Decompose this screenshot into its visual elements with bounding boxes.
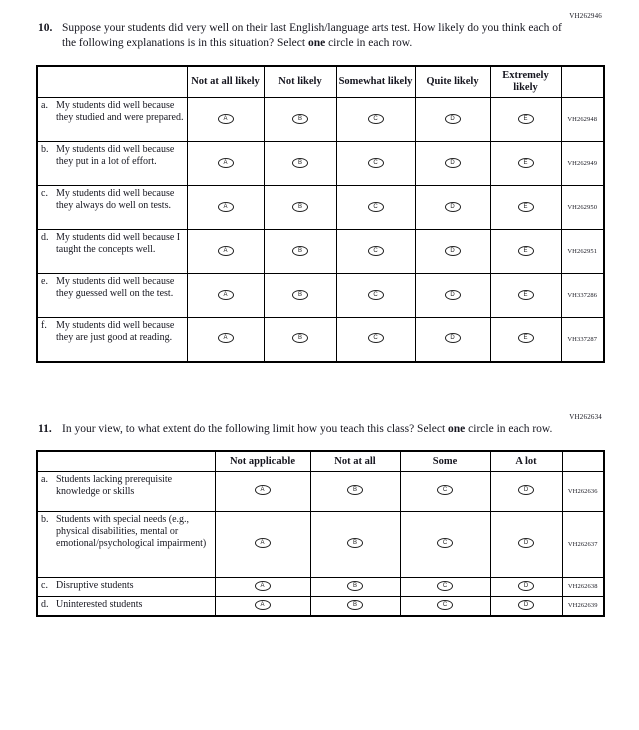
response-bubble[interactable] xyxy=(218,333,234,343)
response-bubble[interactable] xyxy=(347,600,363,610)
bubble-letter: C xyxy=(442,601,448,608)
bubble-letter: D xyxy=(450,203,455,210)
response-bubble[interactable] xyxy=(445,114,461,124)
bubble-letter: B xyxy=(352,601,357,608)
bubble-letter: B xyxy=(352,582,357,589)
table-row xyxy=(37,318,604,362)
response-bubble[interactable] xyxy=(368,158,384,168)
row-label: c. xyxy=(41,579,48,591)
question-10 xyxy=(36,12,602,363)
response-bubble[interactable] xyxy=(292,202,308,212)
response-bubble[interactable] xyxy=(445,290,461,300)
bubble-letter: A xyxy=(223,159,228,166)
row-label: a. xyxy=(41,100,48,111)
bubble-letter: B xyxy=(297,335,302,342)
response-bubble[interactable] xyxy=(255,538,271,548)
row-text: Uninterested students xyxy=(56,598,143,610)
question-11-code: VH262634 xyxy=(569,412,602,421)
bubble-letter: E xyxy=(523,159,528,166)
bubble-letter: D xyxy=(450,247,455,254)
column-header: Not likely xyxy=(264,66,336,98)
column-header: Not applicable xyxy=(215,451,310,471)
bubble-letter: D xyxy=(450,159,455,166)
row-text: My students did well because they put in a lot of effort. xyxy=(56,144,175,167)
bubble-letter: B xyxy=(352,540,357,547)
response-bubble[interactable] xyxy=(292,246,308,256)
row-code: VH262950 xyxy=(561,186,604,230)
bubble-letter: C xyxy=(373,335,378,342)
response-bubble[interactable] xyxy=(518,538,534,548)
response-bubble[interactable] xyxy=(437,538,453,548)
row-text: My students did well because I taught the concepts well. xyxy=(56,232,181,255)
row-code: VH262948 xyxy=(561,98,604,142)
response-bubble[interactable] xyxy=(437,485,453,495)
bubble-letter: E xyxy=(523,203,528,210)
row-code: VH262636 xyxy=(562,471,604,511)
empty-header-cell xyxy=(37,451,215,471)
bubble-letter: E xyxy=(523,115,528,122)
bubble-letter: C xyxy=(442,582,448,589)
column-header: Quite likely xyxy=(415,66,490,98)
bubble-letter: E xyxy=(523,291,528,298)
row-text: My students did well because they guessed well on the test. xyxy=(56,276,175,299)
response-bubble[interactable] xyxy=(518,600,534,610)
row-code: VH262638 xyxy=(562,577,604,596)
response-bubble[interactable] xyxy=(368,246,384,256)
bubble-letter: A xyxy=(223,247,228,254)
question-10-head xyxy=(38,21,602,51)
question-10-prompt: Suppose your students did very well on their last English/language arts test. How likely do you think each of the following explanations is in this situation? Select one circle in each row. xyxy=(62,22,562,49)
response-bubble[interactable] xyxy=(518,485,534,495)
bubble-letter: C xyxy=(373,247,378,254)
column-header: Not at all xyxy=(310,451,400,471)
bubble-letter: E xyxy=(523,247,528,254)
row-code: VH337287 xyxy=(561,318,604,362)
table-row xyxy=(37,98,604,142)
response-bubble[interactable] xyxy=(518,202,534,212)
table-row xyxy=(37,230,604,274)
table-row xyxy=(37,577,604,596)
response-bubble[interactable] xyxy=(437,581,453,591)
response-bubble[interactable] xyxy=(218,114,234,124)
response-bubble[interactable] xyxy=(518,158,534,168)
row-text: My students did well because they always do well on tests. xyxy=(56,188,175,211)
response-bubble[interactable] xyxy=(218,246,234,256)
row-text: Students lacking prerequisite knowledge or skills xyxy=(56,473,173,497)
question-10-table xyxy=(36,65,605,363)
response-bubble[interactable] xyxy=(368,202,384,212)
response-bubble[interactable] xyxy=(518,581,534,591)
response-bubble[interactable] xyxy=(347,538,363,548)
bubble-letter: A xyxy=(223,335,228,342)
row-text: My students did well because they studied and were prepared. xyxy=(56,100,184,123)
row-code: VH262639 xyxy=(562,596,604,616)
row-text: Disruptive students xyxy=(56,579,134,591)
question-11-head xyxy=(38,422,602,437)
bubble-letter: C xyxy=(373,159,378,166)
row-code: VH337286 xyxy=(561,274,604,318)
row-label: b. xyxy=(41,144,49,155)
row-code: VH262951 xyxy=(561,230,604,274)
response-bubble[interactable] xyxy=(255,581,271,591)
bubble-letter: A xyxy=(223,115,228,122)
bubble-letter: A xyxy=(223,203,228,210)
header-row xyxy=(37,451,604,471)
empty-code-header-cell xyxy=(561,66,604,98)
response-bubble[interactable] xyxy=(437,600,453,610)
bubble-letter: C xyxy=(442,487,448,494)
bubble-letter: D xyxy=(523,601,529,608)
bubble-letter: D xyxy=(523,540,529,547)
table-row xyxy=(37,471,604,511)
row-code: VH262949 xyxy=(561,142,604,186)
row-text: My students did well because they are just good at reading. xyxy=(56,320,175,343)
question-11 xyxy=(36,413,602,617)
bubble-letter: B xyxy=(297,159,302,166)
bubble-letter: A xyxy=(260,601,265,608)
table-row xyxy=(37,186,604,230)
response-bubble[interactable] xyxy=(292,333,308,343)
bubble-letter: B xyxy=(297,247,302,254)
response-bubble[interactable] xyxy=(255,485,271,495)
response-bubble[interactable] xyxy=(292,114,308,124)
row-label: c. xyxy=(41,188,48,199)
question-11-table xyxy=(36,450,605,617)
bubble-letter: C xyxy=(373,203,378,210)
bubble-letter: B xyxy=(352,487,357,494)
bubble-letter: D xyxy=(450,335,455,342)
question-11-number: 11. xyxy=(38,422,52,435)
row-code: VH262637 xyxy=(562,511,604,577)
bubble-letter: C xyxy=(442,540,448,547)
response-bubble[interactable] xyxy=(518,114,534,124)
empty-code-header-cell xyxy=(562,451,604,471)
response-bubble[interactable] xyxy=(445,202,461,212)
empty-header-cell xyxy=(37,66,187,98)
response-bubble[interactable] xyxy=(347,485,363,495)
column-header: Not at all likely xyxy=(187,66,264,98)
header-row xyxy=(37,66,604,98)
column-header: Extremely likely xyxy=(490,66,561,98)
response-bubble[interactable] xyxy=(445,158,461,168)
response-bubble[interactable] xyxy=(292,290,308,300)
column-header: Some xyxy=(400,451,490,471)
response-bubble[interactable] xyxy=(368,290,384,300)
bubble-letter: A xyxy=(260,487,265,494)
column-header: Somewhat likely xyxy=(336,66,415,98)
question-10-number: 10. xyxy=(38,22,53,34)
row-text: Students with special needs (e.g., physical disabilities, mental or emotional/psychological impairment) xyxy=(56,513,207,549)
bubble-letter: C xyxy=(373,115,378,122)
response-bubble[interactable] xyxy=(347,581,363,591)
table-row xyxy=(37,274,604,318)
bubble-letter: A xyxy=(260,540,265,547)
response-bubble[interactable] xyxy=(368,333,384,343)
question-10-code: VH262946 xyxy=(569,12,602,20)
row-label: d. xyxy=(41,232,49,243)
row-label: f. xyxy=(41,320,47,331)
response-bubble[interactable] xyxy=(218,158,234,168)
bubble-letter: A xyxy=(223,291,228,298)
response-bubble[interactable] xyxy=(445,333,461,343)
bubble-letter: E xyxy=(523,335,528,342)
column-header: A lot xyxy=(490,451,562,471)
table-row xyxy=(37,511,604,577)
response-bubble[interactable] xyxy=(518,333,534,343)
bubble-letter: B xyxy=(297,291,302,298)
bubble-letter: D xyxy=(450,291,455,298)
response-bubble[interactable] xyxy=(368,114,384,124)
table-row xyxy=(37,596,604,616)
bubble-letter: B xyxy=(297,203,302,210)
row-label: d. xyxy=(41,598,49,610)
response-bubble[interactable] xyxy=(292,158,308,168)
response-bubble[interactable] xyxy=(218,290,234,300)
response-bubble[interactable] xyxy=(255,600,271,610)
bubble-letter: B xyxy=(297,115,302,122)
response-bubble[interactable] xyxy=(518,290,534,300)
response-bubble[interactable] xyxy=(445,246,461,256)
bubble-letter: D xyxy=(450,115,455,122)
question-11-prompt: In your view, to what extent do the following limit how you teach this class? Select one circle in each row. xyxy=(62,422,553,435)
response-bubble[interactable] xyxy=(518,246,534,256)
row-label: b. xyxy=(41,513,49,525)
bubble-letter: D xyxy=(523,487,529,494)
response-bubble[interactable] xyxy=(218,202,234,212)
table-row xyxy=(37,142,604,186)
row-label: e. xyxy=(41,276,48,287)
row-label: a. xyxy=(41,473,48,485)
bubble-letter: A xyxy=(260,582,265,589)
bubble-letter: C xyxy=(373,291,378,298)
bubble-letter: D xyxy=(523,582,529,589)
